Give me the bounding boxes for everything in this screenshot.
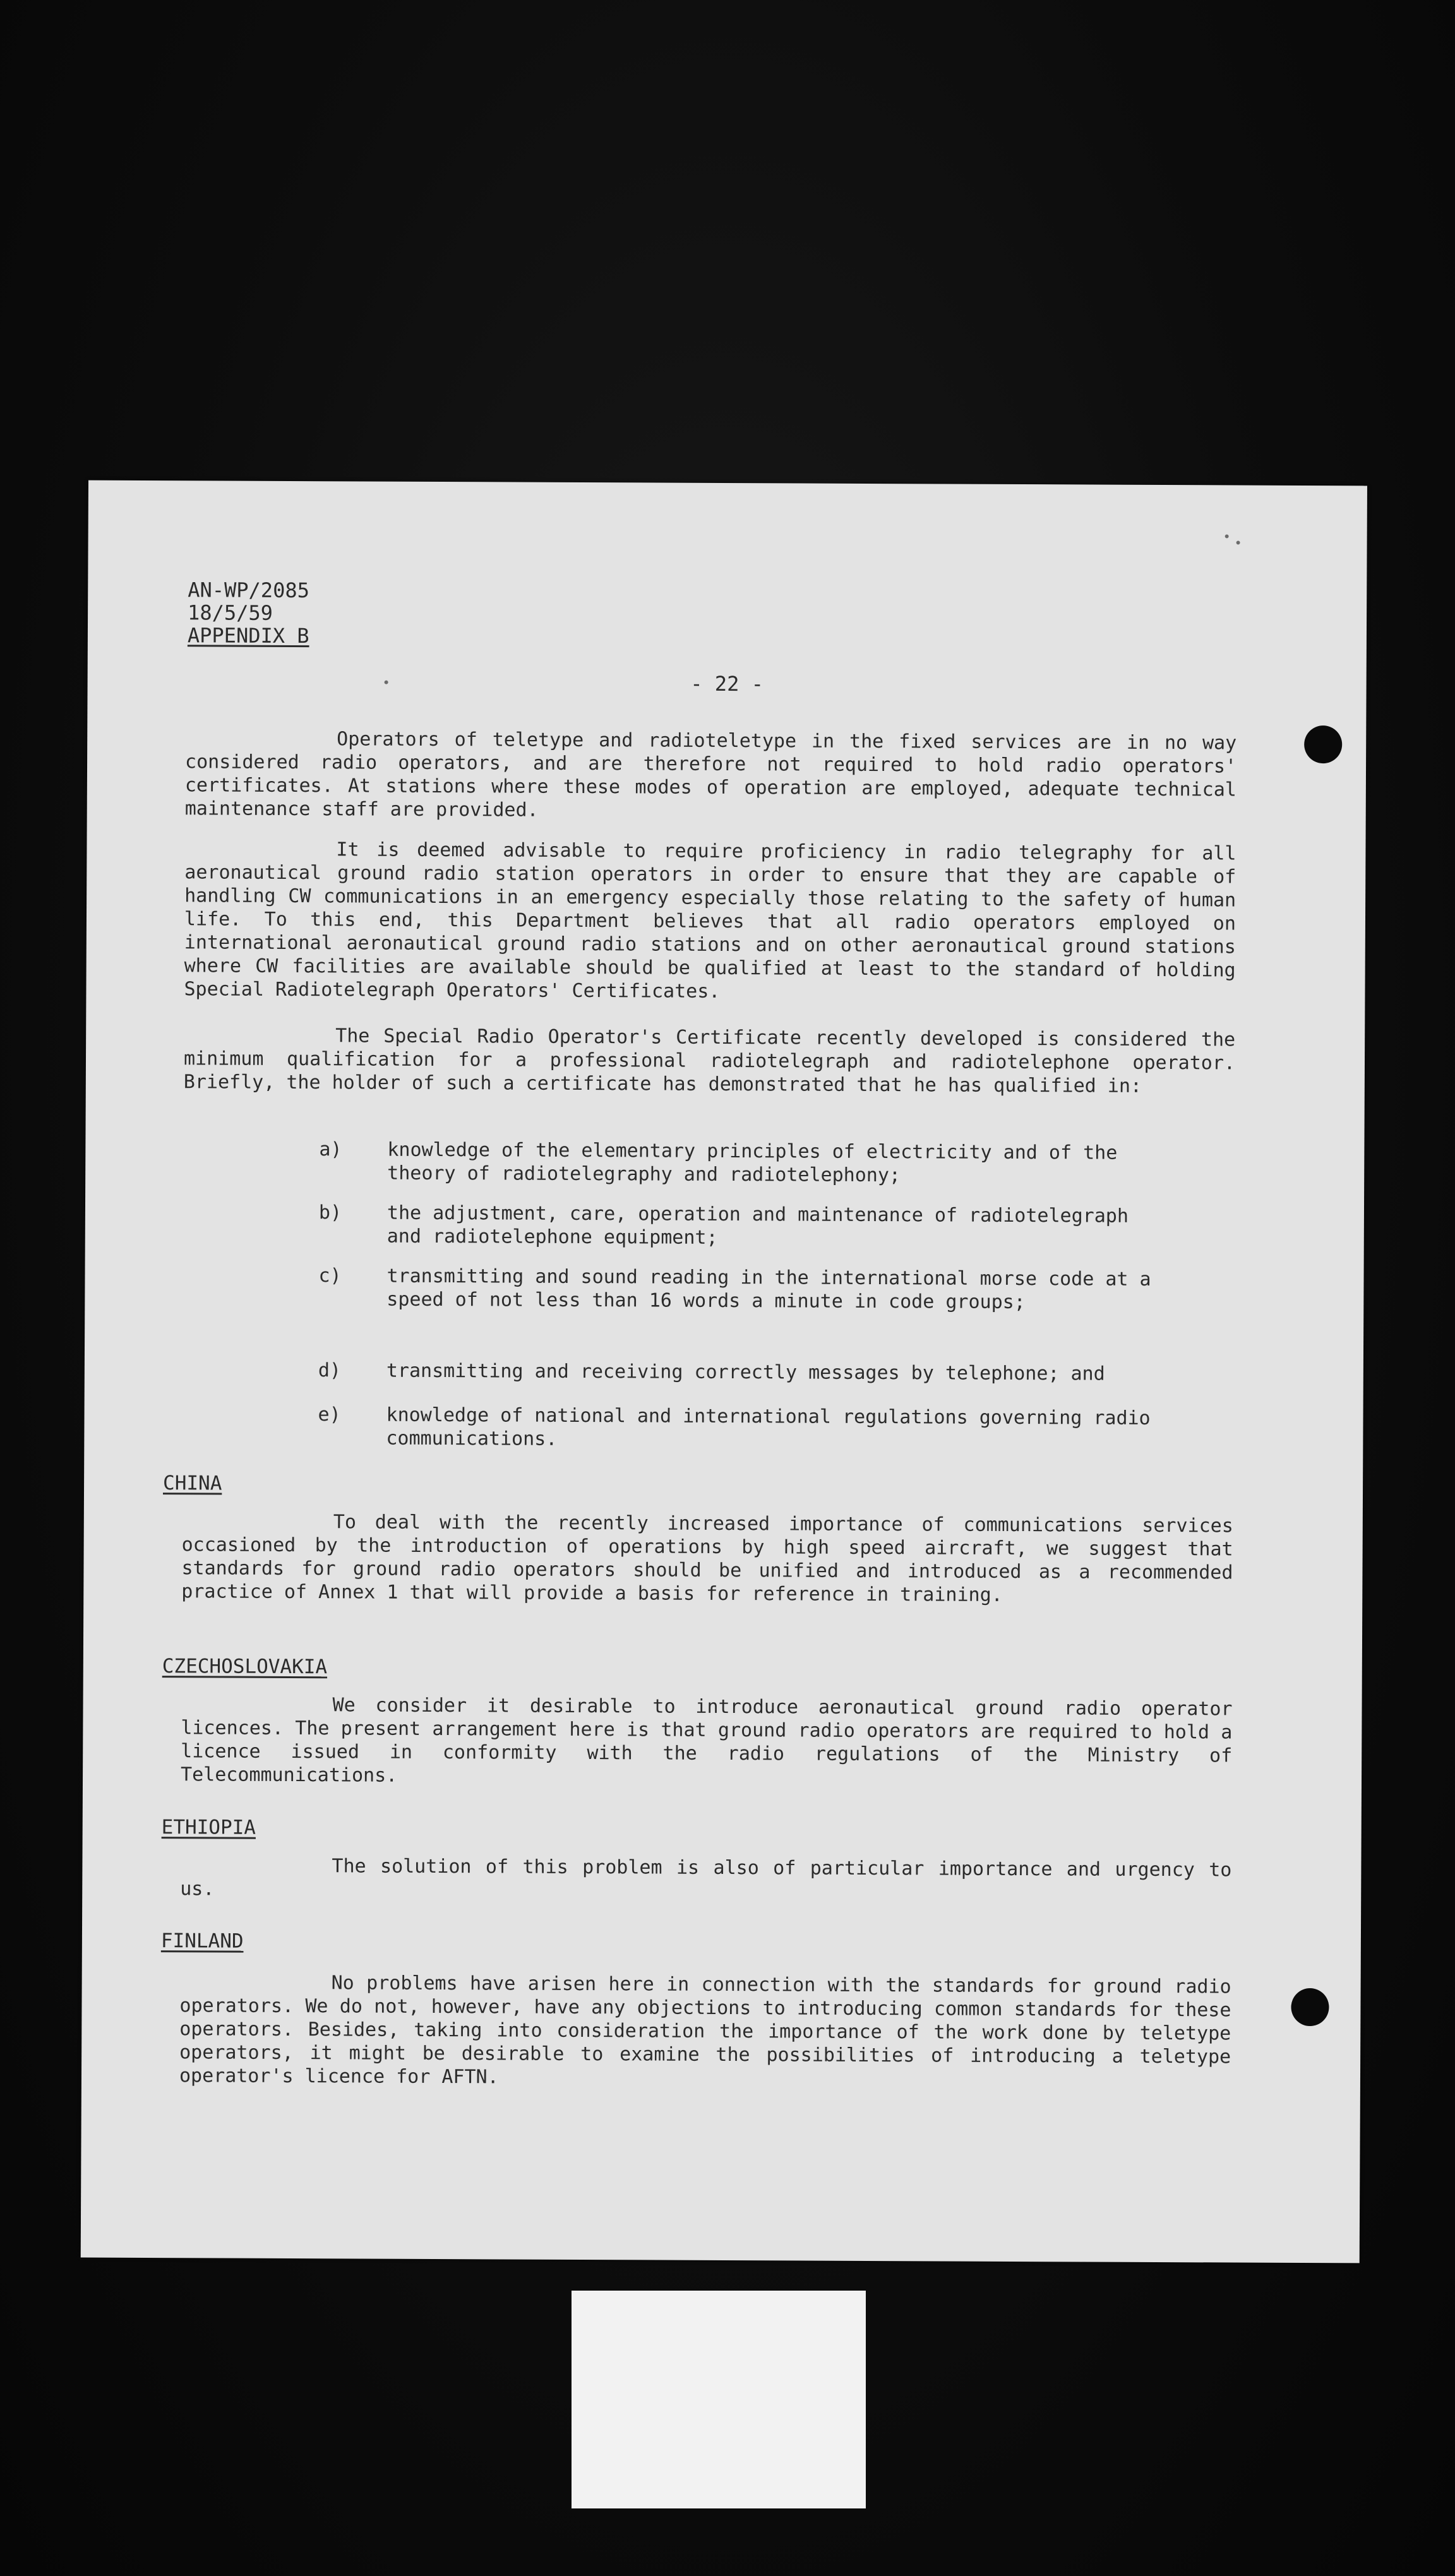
document-date: 18/5/59	[188, 600, 273, 625]
paper-slip	[572, 2291, 866, 2508]
paragraph-text: with the recently increased importance of communications services occasioned by the introduction of operations by high speed aircraft, we suggest that standards for ground radio operators should be unified and introduced as a recommended practice of Annex 1 that will provide a basis for reference in training.	[181, 1512, 1233, 1606]
list-text: transmitting and receiving correctly messages by telephone; and	[386, 1359, 1105, 1385]
list-item	[318, 1264, 1171, 1315]
list-marker: e)	[318, 1404, 341, 1426]
paragraph-lead: It is	[336, 838, 400, 861]
list-item	[319, 1201, 1171, 1251]
section-heading-china: CHINA	[163, 1472, 222, 1495]
section-heading-finland: FINLAND	[160, 1929, 244, 1953]
list-marker: c)	[318, 1265, 342, 1287]
paragraph-lead: No	[331, 1972, 354, 1995]
paragraph-lead: Operators	[337, 728, 440, 751]
paragraph-lead: The	[332, 1855, 366, 1878]
section-paragraph-finland	[179, 1971, 1231, 2092]
paper-speck	[385, 681, 388, 684]
list-text: knowledge of the elementary principles of electricity and of the theory of radiotelegraphy and radiotelephony;	[387, 1138, 1118, 1187]
document-header	[188, 578, 309, 647]
paragraph-lead: To deal	[333, 1511, 421, 1534]
paragraph-text: Special Radio Operator's Certificate recently developed is considered the minimum qualification for a professional radiotelegraph and radiotelephone operator. Briefly, the holder of such a certificate has demonstrated that he has qualified in:	[183, 1025, 1236, 1097]
section-paragraph-czechoslovakia	[181, 1693, 1233, 1791]
section-paragraph-china	[181, 1510, 1233, 1607]
page-content	[81, 480, 1367, 2263]
paper-speck	[1225, 534, 1229, 538]
section-paragraph-ethiopia	[180, 1854, 1231, 1905]
list-item	[318, 1359, 1171, 1386]
reference-number: AN-WP/2085	[188, 578, 309, 603]
paragraph-lead: We	[332, 1694, 356, 1717]
punch-hole	[1304, 725, 1342, 763]
paragraph-operators	[185, 727, 1237, 825]
list-text: transmitting and sound reading in the international morse code at a speed of not less than 16 words a minute in code groups;	[386, 1265, 1151, 1314]
list-text: the adjustment, care, operation and maintenance of radiotelegraph and radiotelephone equipment;	[386, 1202, 1129, 1249]
section-heading-ethiopia: ETHIOPIA	[161, 1816, 256, 1839]
paragraph-text: of teletype and radioteletype in the fixed services are in no way considered radio operators, and are therefore not required to hold radio operators' certificates. At stations where these modes of operation are employed, adequate technical maintenance staff are provided.	[184, 729, 1237, 821]
page-number: - 22 -	[690, 671, 763, 696]
list-marker: b)	[318, 1202, 342, 1224]
appendix-label: APPENDIX B	[187, 623, 309, 648]
paragraph-proficiency	[184, 837, 1236, 1005]
paragraph-text: consider it desirable to introduce aeronautical ground radio operator licences. The present arrangement here is that ground radio operators are required to hold a licence issued in conformity with the radio regulations of the Ministry of Telecommunications.	[180, 1694, 1233, 1787]
paragraph-text: problems have arisen here in connection with the standards for ground radio operators. We do not, however, have any objections to introducing common standards for these operators. Besides, taking into consideration the importance of the work done by teletype operators, it might be desirable to examine the possibilities of introducing a teletype operator's licence for AFTN.	[179, 1972, 1231, 2089]
paragraph-special-certificate	[184, 1023, 1235, 1098]
list-item	[318, 1403, 1170, 1453]
list-text: knowledge of national and international regulations governing radio communications.	[386, 1404, 1151, 1450]
list-marker: a)	[319, 1138, 342, 1161]
paragraph-text: deemed advisable to require proficiency in radio telegraphy for all aeronautical ground radio station operators in order to ensure that they are capable of handling CW communications in an emergency especially those relating to the safety of human life. To this end, this Department believes that all radio operators employed on international aeronautical ground radio stations and on other aeronautical ground stations where CW facilities are available should be qualified at least to the standard of holding Special Radiotelegraph Operators' Certificates.	[184, 838, 1236, 1003]
paragraph-text: solution of this problem is also of particular importance and urgency to us.	[180, 1855, 1232, 1900]
punch-hole	[1291, 1988, 1329, 2026]
document-page	[81, 480, 1367, 2263]
paper-speck	[1236, 541, 1240, 545]
paragraph-lead: The	[335, 1025, 370, 1047]
section-heading-czechoslovakia: CZECHOSLOVAKIA	[162, 1655, 328, 1679]
list-item	[319, 1138, 1171, 1188]
list-marker: d)	[318, 1359, 342, 1382]
